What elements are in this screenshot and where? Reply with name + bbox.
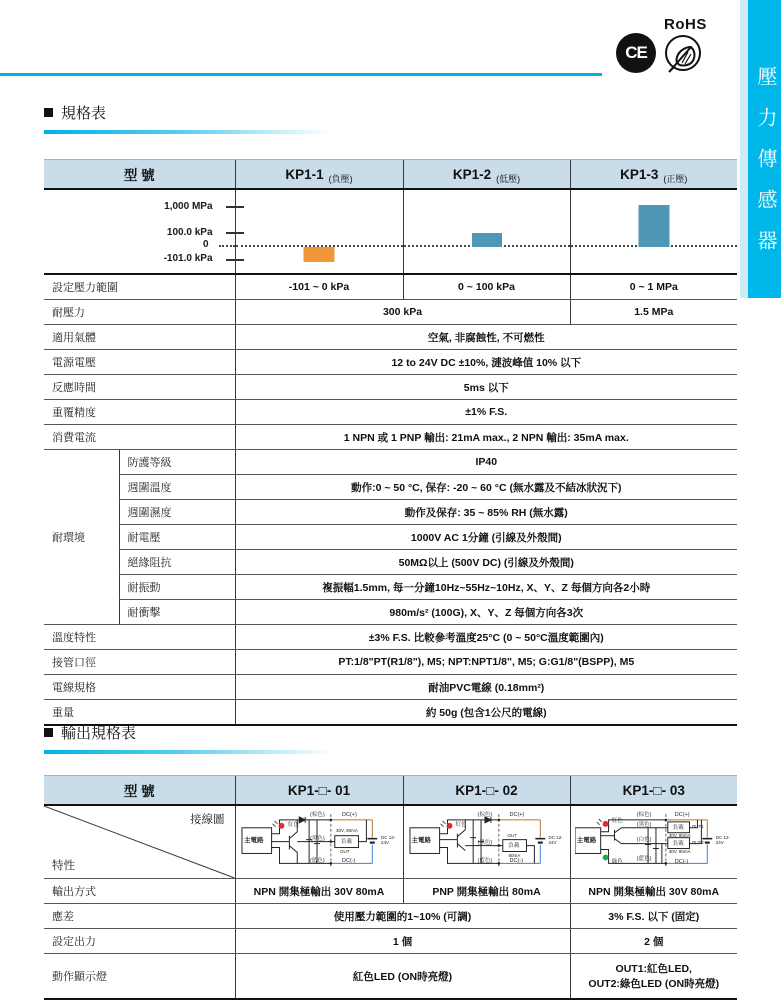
load-label: 負載: [672, 824, 684, 831]
out1-label: OUT1: [691, 824, 704, 829]
table-row: [44, 475, 737, 500]
spec-title-text: 規格表: [61, 105, 107, 122]
top-accent-rule: [0, 73, 602, 76]
chart-cell-kp1-2: [403, 189, 570, 274]
row-label: 設定出力: [44, 929, 235, 954]
output-section-title: [44, 722, 737, 743]
load-rating-label: 80mA: [508, 853, 521, 858]
table-row: [44, 675, 737, 700]
spec-value: 動作:0 ~ 50 °C, 保存: -20 ~ 60 °C (無水露及不結冰狀況下): [235, 475, 737, 500]
red-led-label: 紅色: [611, 818, 623, 824]
load-label: 負載: [508, 843, 520, 849]
characteristic-label: 特性: [52, 860, 75, 872]
table-row: [44, 650, 737, 675]
out2-led-text: OUT2:綠色LED (ON時亮燈): [588, 978, 720, 990]
sidebar-pale-strip: [740, 0, 748, 298]
spec-value: 1000V AC 1分鐘 (引線及外殼間): [235, 525, 737, 550]
load-rating-label: 30V, 80mA: [668, 849, 691, 854]
axis-tick-label: -101.0 kPa: [163, 253, 213, 264]
row-label: 輸出方式: [44, 879, 235, 904]
circuit-npn-2: [570, 805, 737, 879]
spec-value: 1.5 MPa: [570, 300, 737, 325]
spec-value: 12 to 24V DC ±10%, 漣波峰值 10% 以下: [235, 350, 737, 375]
axis-zero-label: 0: [202, 239, 209, 250]
spec-value: 0 ~ 100 kPa: [403, 274, 570, 300]
row-sublabel: 週圍溫度: [119, 475, 235, 500]
diagonal-header-cell: [44, 805, 235, 879]
red-led-label: 紅色: [455, 822, 467, 828]
row-label: 電源電壓: [44, 350, 235, 375]
row-label: 溫度特性: [44, 625, 235, 650]
circuit-npn-1: [235, 805, 403, 879]
table-row: [44, 274, 737, 300]
dc-plus-label: DC(+): [342, 812, 357, 818]
chart-axis-cell: [44, 189, 235, 274]
red-led-label: 紅色: [288, 822, 300, 828]
table-row: [44, 425, 737, 450]
spec-value: IP40: [235, 450, 737, 475]
rohs-label: RoHS: [664, 16, 707, 33]
section-bullet-icon: [44, 728, 53, 737]
model-name: KP1-2: [452, 166, 492, 182]
output-value: NPN 開集極輸出 30V 80mA: [235, 879, 403, 904]
axis-tick: [226, 259, 244, 261]
bar-kp1-3: [638, 205, 669, 247]
model-kp1-1-cell: [235, 160, 403, 190]
model-type: (負壓): [328, 173, 353, 184]
wire-brown-label: (棕色): [310, 812, 325, 818]
table-row: [44, 879, 737, 904]
pressure-range-chart-row: [44, 189, 737, 274]
output-value: PNP 開集極輸出 80mA: [403, 879, 570, 904]
model-name: KP1-1: [285, 166, 324, 182]
dc-minus-label: DC(-): [674, 859, 689, 865]
wire-white-label: (白色): [636, 837, 652, 843]
spec-value: ±3% F.S. 比較參考溫度25°C (0 ~ 50°C溫度範圍內): [235, 625, 737, 650]
output-section: [44, 722, 737, 1000]
model-kp1-3-cell: [570, 160, 737, 190]
wire-black-label: (黑色): [310, 836, 325, 842]
table-row: [44, 400, 737, 425]
section-bullet-icon: [44, 108, 53, 117]
model-header-cell: 型 號: [44, 160, 235, 190]
wiring-label: 接線圖: [190, 814, 225, 826]
model-name: KP1-3: [620, 166, 659, 182]
zero-dotted-line: [219, 245, 235, 247]
row-sublabel: 週圍濕度: [119, 500, 235, 525]
output-value: 2 個: [570, 929, 737, 954]
load-rating-label: 30V, 80mA: [336, 828, 358, 833]
spec-value: -101 ~ 0 kPa: [235, 274, 403, 300]
chart-cell-kp1-1: [235, 189, 403, 274]
table-row: [44, 325, 737, 350]
sidebar-banner: [748, 0, 781, 298]
output-table: [44, 775, 737, 1000]
spec-value: 1 NPN 或 1 PNP 輸出: 21mA max., 2 NPN 輸出: 35mA max.: [235, 425, 737, 450]
row-sublabel: 耐衝擊: [119, 600, 235, 625]
out2-label: OUT2: [691, 840, 704, 845]
load-label: 負載: [341, 839, 353, 845]
ce-mark-text: CE: [625, 43, 647, 62]
output-value: 1 個: [235, 929, 570, 954]
output-value-led: [570, 954, 737, 1000]
spec-table: [44, 159, 737, 726]
dc-plus-label: DC(+): [674, 812, 690, 818]
table-row: [44, 625, 737, 650]
model-cell: KP1-□- 02: [403, 776, 570, 806]
row-label: 耐壓力: [44, 300, 235, 325]
out-label: OUT: [507, 833, 517, 838]
table-row: [44, 450, 737, 475]
model-cell: KP1-□- 01: [235, 776, 403, 806]
spec-header-row: [44, 160, 737, 190]
output-value: NPN 開集極輸出 30V 80mA: [570, 879, 737, 904]
title-underline: [44, 130, 334, 134]
spec-value: 300 kPa: [235, 300, 570, 325]
spec-value: 動作及保存: 35 ~ 85% RH (無水露): [235, 500, 737, 525]
table-row: [44, 600, 737, 625]
bar-kp1-1: [304, 247, 335, 262]
wire-black-label: (黑色): [477, 840, 493, 846]
table-row: [44, 954, 737, 1000]
axis-tick-label: 1,000 MPa: [164, 201, 213, 212]
axis-tick: [226, 232, 244, 234]
title-underline: [44, 750, 334, 754]
wire-blue-label: (藍色): [636, 856, 652, 862]
main-circuit-label: 主電路: [411, 837, 431, 844]
row-label: 電線規格: [44, 675, 235, 700]
spec-value: ±1% F.S.: [235, 400, 737, 425]
output-header-row: [44, 776, 737, 806]
output-value: 紅色LED (ON時亮燈): [235, 954, 570, 1000]
spec-value: 980m/s² (100G), X、Y、Z 每個方向各3次: [235, 600, 737, 625]
model-cell: KP1-□- 03: [570, 776, 737, 806]
out1-led-text: OUT1:紅色LED,: [615, 963, 692, 975]
wire-blue-label: (藍色): [310, 858, 325, 864]
spec-value: 約 50g (包含1公尺的電線): [235, 700, 737, 726]
load-rating-label: 30V, 80mA: [668, 833, 691, 838]
dc-plus-label: DC(+): [509, 812, 525, 818]
wire-blue-label: (藍色): [477, 858, 493, 864]
bar-kp1-2: [472, 233, 502, 247]
spec-value: 耐油PVC電線 (0.18mm²): [235, 675, 737, 700]
spec-section: [44, 102, 737, 726]
supply-label: DC 12-24V: [548, 835, 563, 845]
row-label: 消費電流: [44, 425, 235, 450]
dc-minus-label: DC(-): [509, 858, 523, 864]
row-label: 適用氣體: [44, 325, 235, 350]
spec-value: 0 ~ 1 MPa: [570, 274, 737, 300]
table-row: [44, 300, 737, 325]
output-title-text: 輸出規格表: [61, 725, 137, 742]
wire-brown-label: (棕色): [636, 812, 652, 818]
row-label: 反應時間: [44, 375, 235, 400]
rohs-leaf-icon: [665, 35, 701, 71]
axis-tick-label: 100.0 kPa: [166, 227, 213, 238]
table-row: [44, 375, 737, 400]
table-row: [44, 525, 737, 550]
table-row: [44, 350, 737, 375]
circuit-pnp: [403, 805, 570, 879]
output-value: 使用壓力範圍的1~10% (可調): [235, 904, 570, 929]
green-led-label: 綠色: [611, 859, 623, 865]
row-label: 設定壓力範圍: [44, 274, 235, 300]
main-circuit-label: 主電路: [576, 837, 597, 844]
table-row: [44, 929, 737, 954]
spec-section-title: [44, 102, 737, 123]
wire-brown-label: (棕色): [477, 812, 493, 818]
row-label: 應差: [44, 904, 235, 929]
row-sublabel: 防護等級: [119, 450, 235, 475]
wiring-diagram-row: [44, 805, 737, 879]
model-type: (正壓): [663, 173, 688, 184]
out-label: OUT: [340, 849, 350, 854]
load-label: 負載: [672, 840, 684, 847]
spec-value: 複振幅1.5mm, 每一分鐘10Hz~55Hz~10Hz, X、Y、Z 每個方向各2小時: [235, 575, 737, 600]
row-label: 動作顯示燈: [44, 954, 235, 1000]
row-label: 接管口徑: [44, 650, 235, 675]
supply-label: DC 12-24V: [381, 835, 396, 845]
sidebar-vertical-label: 壓力傳感器: [754, 66, 776, 271]
spec-value: 5ms 以下: [235, 375, 737, 400]
model-kp1-2-cell: [403, 160, 570, 190]
spec-value: PT:1/8"PT(R1/8"), M5; NPT:NPT1/8", M5; G:G1/8"(BSPP), M5: [235, 650, 737, 675]
model-type: (低壓): [496, 173, 521, 184]
ce-mark-icon: [616, 33, 656, 73]
wire-black-label: (黑色): [636, 822, 652, 828]
chart-cell-kp1-3: [570, 189, 737, 274]
dc-minus-label: DC(-): [342, 858, 356, 864]
row-label: 重覆精度: [44, 400, 235, 425]
table-row: [44, 550, 737, 575]
row-sublabel: 絕緣阻抗: [119, 550, 235, 575]
table-row: [44, 575, 737, 600]
row-sublabel: 耐電壓: [119, 525, 235, 550]
model-header-cell: 型 號: [44, 776, 235, 806]
axis-tick: [226, 206, 244, 208]
output-value: 3% F.S. 以下 (固定): [570, 904, 737, 929]
spec-value: 空氣, 非腐蝕性, 不可燃性: [235, 325, 737, 350]
table-row: [44, 904, 737, 929]
env-group-label: 耐環境: [44, 450, 119, 625]
supply-label: DC 12-24V: [715, 835, 731, 845]
main-circuit-label: 主電路: [244, 837, 264, 844]
spec-value: 50MΩ以上 (500V DC) (引線及外殼間): [235, 550, 737, 575]
row-label: 重量: [44, 700, 235, 726]
table-row: [44, 500, 737, 525]
row-sublabel: 耐振動: [119, 575, 235, 600]
